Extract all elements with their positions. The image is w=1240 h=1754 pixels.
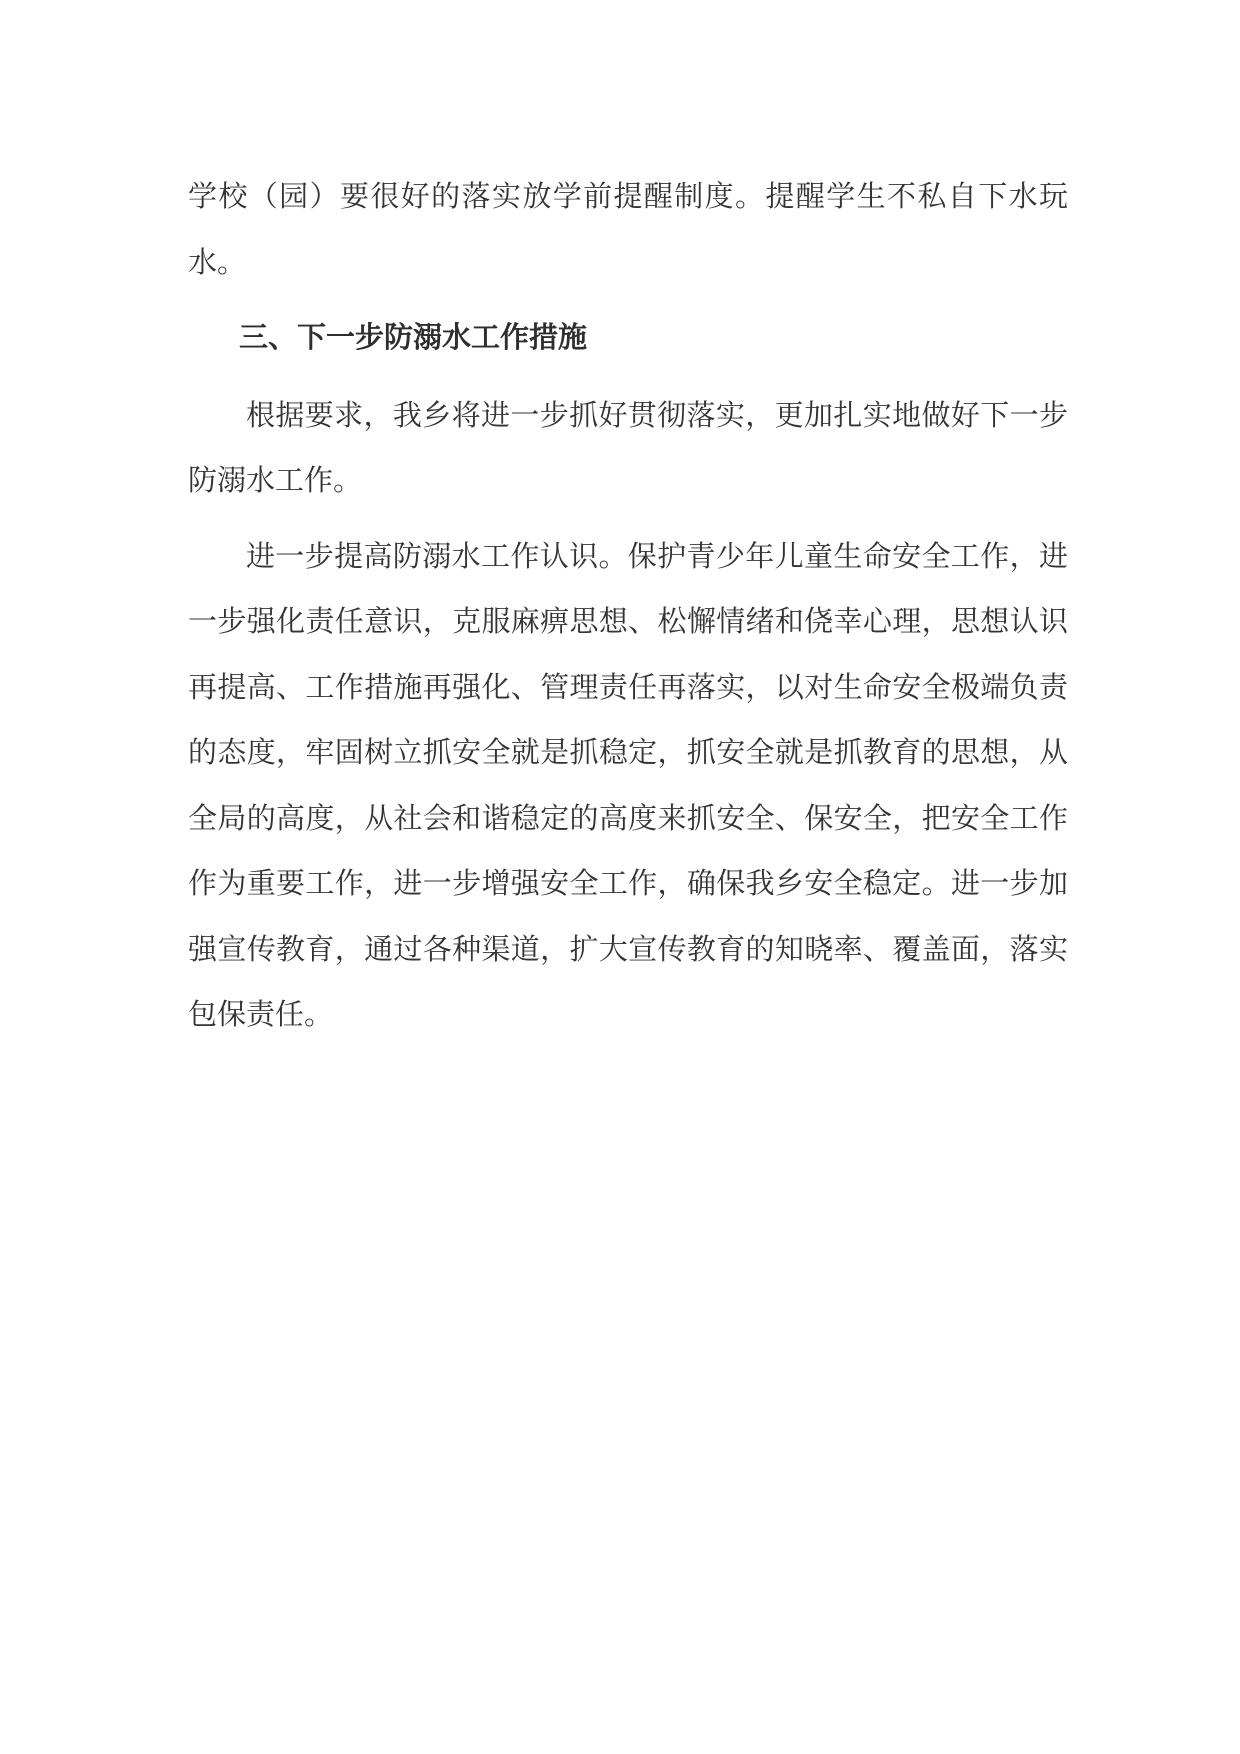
paragraph-2: 根据要求，我乡将进一步抓好贯彻落实，更加扎实地做好下一步防溺水工作。 [188,397,1068,497]
section-heading: 三、下一步防溺水工作措施 [239,320,588,354]
document-body [188,164,1068,1058]
paragraph-continued: 学校（园）要很好的落实放学前提醒制度。提醒学生不私自下水玩水。 [188,179,1068,279]
paragraph-3: 进一步提高防溺水工作认识。保护青少年儿童生命安全工作，进一步强化责任意识，克服麻痹思想、松懈情绪和侥幸心理，思想认识再提高、工作措施再强化、管理责任再落实，以对生命安全极端负责的态度，牢固树立抓安全就是抓稳定，抓安全就是抓教育的思想，从全局的高度，从社会和谐稳定的高度来抓安全、保安全，把安全工作作为重要工作，进一步增强安全工作，确保我乡安全稳定。进一步加强宣传教育，通过各种渠道，扩大宣传教育的知晓率、覆盖面，落实包保责任。 [188,538,1068,1031]
